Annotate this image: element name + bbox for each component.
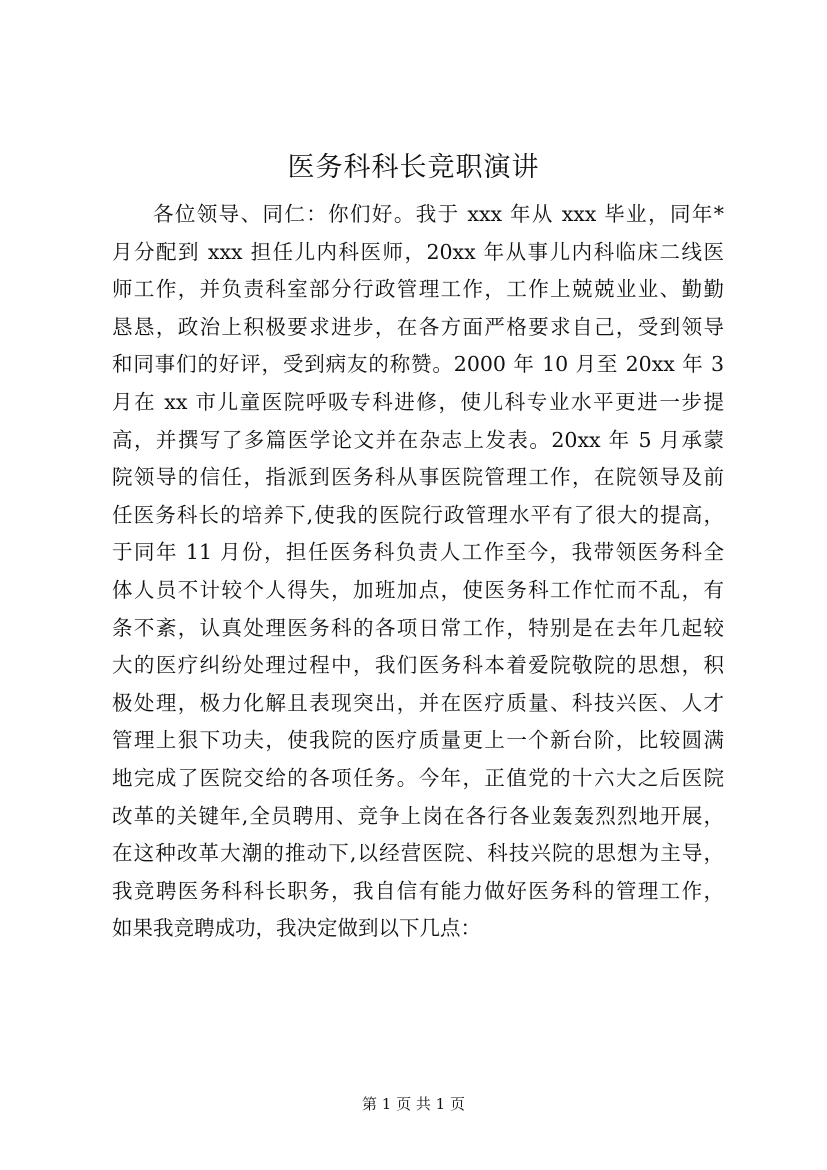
body-line: 师工作，并负责科室部分行政管理工作，工作上兢兢业业、勤勤: [112, 277, 724, 302]
body-line: 月在 xx 市儿童医院呼吸专科进修，使儿科专业水平更进一步提: [112, 389, 724, 414]
body-line: 高，并撰写了多篇医学论文并在杂志上发表。20xx 年 5 月承蒙: [112, 427, 724, 452]
body-line: 极处理，极力化解且表现突出，并在医疗质量、科技兴医、人才: [112, 690, 724, 715]
body-line: 大的医疗纠纷处理过程中，我们医务科本着爱院敬院的思想，积: [112, 653, 724, 678]
body-line: 恳恳，政治上积极要求进步，在各方面严格要求自己，受到领导: [112, 314, 724, 339]
body-line: 月分配到 xxx 担任儿内科医师，20xx 年从事儿内科临床二线医: [112, 239, 724, 264]
speech-body: [112, 196, 724, 948]
body-line: 各位领导、同仁：你们好。我于 xxx 年从 xxx 毕业，同年*: [153, 202, 724, 226]
body-line: 和同事们的好评，受到病友的称赞。2000 年 10 月至 20xx 年 3: [112, 352, 724, 377]
body-line: 条不紊，认真处理医务科的各项日常工作，特别是在去年几起较: [112, 615, 724, 640]
body-line: 我竞聘医务科科长职务，我自信有能力做好医务科的管理工作，: [112, 878, 724, 903]
body-line: 院领导的信任，指派到医务科从事医院管理工作，在院领导及前: [112, 465, 724, 490]
document-title: 医务科科长竞职演讲: [287, 152, 540, 183]
body-line: 管理上狠下功夫，使我院的医疗质量更上一个新台阶，比较圆满: [112, 728, 724, 753]
page-footer: 第 1 页 共 1 页: [362, 1095, 465, 1113]
body-line: 改革的关键年,全员聘用、竞争上岗在各行各业轰轰烈烈地开展，: [112, 803, 724, 828]
body-line: 体人员不计较个人得失，加班加点，使医务科工作忙而不乱，有: [112, 577, 724, 602]
body-line: 地完成了医院交给的各项任务。今年，正值党的十六大之后医院: [112, 765, 724, 790]
body-line: 如果我竞聘成功，我决定做到以下几点：: [112, 916, 481, 941]
body-line: 任医务科长的培养下,使我的医院行政管理水平有了很大的提高，: [112, 502, 724, 527]
body-line: 在这种改革大潮的推动下,以经营医院、科技兴院的思想为主导，: [112, 841, 724, 866]
body-line: 于同年 11 月份，担任医务科负责人工作至今，我带领医务科全: [112, 540, 724, 565]
